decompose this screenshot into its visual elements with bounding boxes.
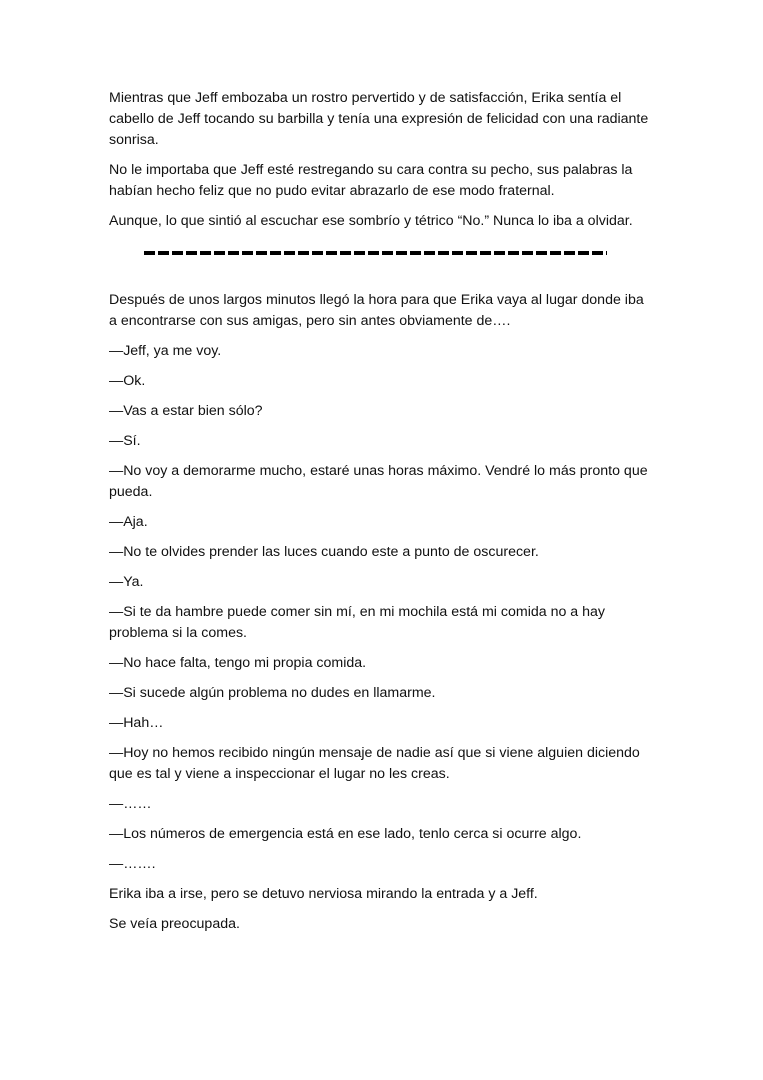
paragraph: Erika iba a irse, pero se detuvo nerviosa mirando la entrada y a Jeff. xyxy=(109,886,538,902)
paragraph: Se veía preocupada. xyxy=(109,916,240,932)
dialogue-line: —Ok. xyxy=(109,373,146,389)
dialogue-line: —Los números de emergencia está en ese lado, tenlo cerca si ocurre algo. xyxy=(109,826,582,842)
dialogue-line: —Si sucede algún problema no dudes en llamarme. xyxy=(109,685,436,701)
dialogue-line: —No hace falta, tengo mi propia comida. xyxy=(109,655,367,671)
dialogue-line: —Jeff, ya me voy. xyxy=(109,343,222,359)
paragraph: No le importaba que Jeff esté restregando su cara contra su pecho, sus palabras la habían hecho feliz que no pudo evitar abrazarlo de ese modo fraternal. xyxy=(109,162,633,199)
dialogue-line: —Aja. xyxy=(109,514,148,530)
dialogue-line: —Ya. xyxy=(109,574,144,590)
section-divider xyxy=(144,248,607,258)
dialogue-line: —……. xyxy=(109,856,156,872)
section-divider-line xyxy=(144,251,607,255)
dialogue-line: —No te olvides prender las luces cuando este a punto de oscurecer. xyxy=(109,544,539,560)
paragraph: Aunque, lo que sintió al escuchar ese sombrío y tétrico “No.” Nunca lo iba a olvidar. xyxy=(109,213,633,229)
document-page xyxy=(109,88,654,944)
paragraph: Después de unos largos minutos llegó la hora para que Erika vaya al lugar donde iba a encontrarse con sus amigas, pero sin antes obviamente de…. xyxy=(109,292,644,329)
dialogue-line: —Si te da hambre puede comer sin mí, en mi mochila está mi comida no a hay problema si la comes. xyxy=(109,604,606,641)
dialogue-line: —Sí. xyxy=(109,433,141,449)
dialogue-line: —Hoy no hemos recibido ningún mensaje de nadie así que si viene alguien diciendo que es tal y viene a inspeccionar el lugar no les creas. xyxy=(109,745,640,782)
paragraph: Mientras que Jeff embozaba un rostro pervertido y de satisfacción, Erika sentía el cabello de Jeff tocando su barbilla y tenía una expresión de felicidad con una radiante sonrisa. xyxy=(109,90,649,148)
dialogue-line: —…… xyxy=(109,796,152,812)
dialogue-line: —Hah… xyxy=(109,715,164,731)
dialogue-line: —No voy a demorarme mucho, estaré unas horas máximo. Vendré lo más pronto que pueda. xyxy=(109,463,648,500)
dialogue-line: —Vas a estar bien sólo? xyxy=(109,403,263,419)
